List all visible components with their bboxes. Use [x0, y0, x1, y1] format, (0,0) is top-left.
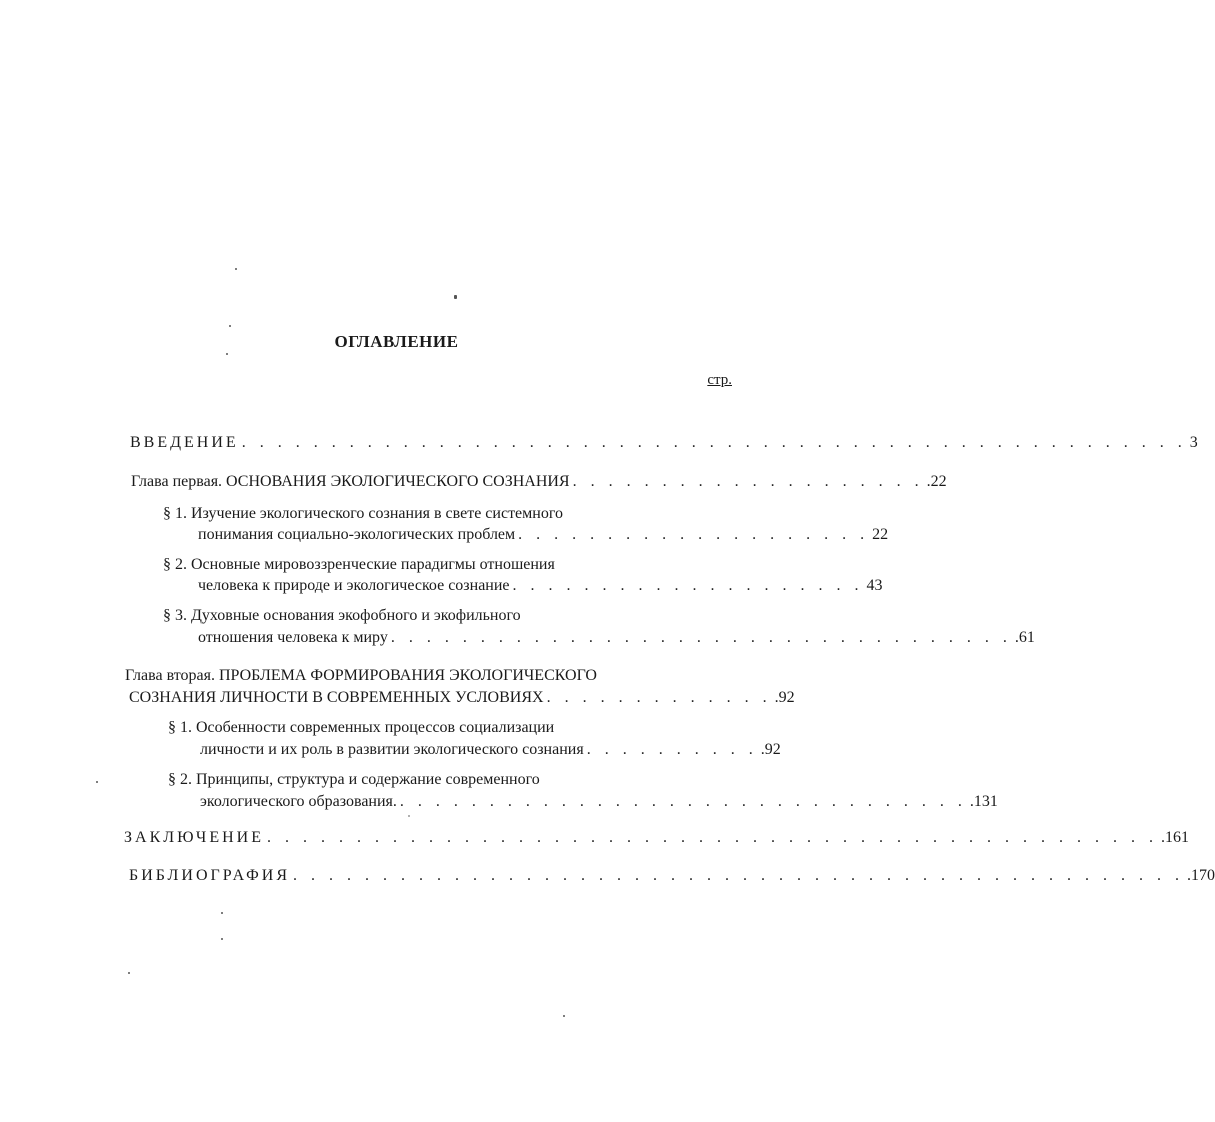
toc-page-number: .92: [774, 689, 795, 706]
pages-column-label: стр.: [707, 372, 732, 388]
toc-section-1-3: [198, 628, 1035, 648]
toc-entry-label: ВВЕДЕНИЕ: [130, 434, 239, 451]
toc-entry-chapter-2: [129, 688, 795, 708]
toc-leader-dots: . . . . . . . . . . . . . . . . . . . .: [572, 473, 924, 490]
toc-leader-dots: . . . . . . . . . .: [586, 741, 758, 758]
scan-speck: [229, 325, 231, 327]
toc-leader-dots: . . . . . . . . . . . . . . . . . . . .: [518, 526, 870, 543]
scan-speck: [454, 295, 457, 299]
toc-section-2-2-line1: § 2. Принципы, структура и содержание современного: [168, 771, 540, 788]
toc-entry-label: отношения человека к миру: [198, 629, 388, 646]
scan-speck: [128, 972, 130, 974]
scan-speck: [226, 353, 228, 355]
toc-leader-dots: . . . . . . . . . . . . . . . . . . . . . . . . . . . . . . . .: [399, 793, 967, 810]
toc-leader-dots: . . . . . . . . . . . . . . . . . . . . . . . . . . . . . . . . . . . . . . . . . . . . . . . . . .: [293, 867, 1185, 884]
toc-leader-dots: . . . . . . . . . . . . . . . . . . . . . . . . . . . . . . . . . . . . . . . . . . . . . . . . . . . . .: [241, 434, 1187, 451]
toc-entry-label: СОЗНАНИЯ ЛИЧНОСТИ В СОВРЕМЕННЫХ УСЛОВИЯХ: [129, 689, 544, 706]
toc-leader-dots: . . . . . . . . . . . . . . . . . . . . . . . . . . . . . . . . . . .: [390, 629, 1012, 646]
toc-page-number: .131: [969, 793, 998, 810]
toc-leader-dots: . . . . . . . . . . . . . . . . . . . . . . . . . . . . . . . . . . . . . . . . . . . . . . . . . .: [266, 829, 1158, 846]
toc-section-1-3-line1: § 3. Духовные основания экофобного и экофильного: [163, 607, 521, 624]
toc-entry-label: БИБЛИОГРАФИЯ: [129, 867, 291, 884]
scan-speck: [96, 781, 98, 783]
toc-entry-conclusion: [124, 828, 1189, 848]
toc-entry-label: Глава первая. ОСНОВАНИЯ ЭКОЛОГИЧЕСКОГО СОЗНАНИЯ: [131, 473, 570, 490]
toc-section-2-2: [200, 792, 998, 812]
toc-page-number: .161: [1160, 829, 1189, 846]
toc-section-1-2-line1: § 2. Основные мировоззренческие парадигмы отношения: [163, 556, 555, 573]
scan-speck: [221, 938, 223, 940]
scan-speck: [563, 1015, 565, 1017]
scan-speck: [235, 268, 237, 270]
toc-entry-label: понимания социально-экологических проблем: [198, 526, 516, 543]
toc-leader-dots: . . . . . . . . . . . . . . . . . . . .: [512, 577, 864, 594]
toc-page-number: 43: [866, 577, 883, 594]
toc-entry-chapter-2-line1: Глава вторая. ПРОБЛЕМА ФОРМИРОВАНИЯ ЭКОЛОГИЧЕСКОГО: [125, 667, 597, 684]
toc-section-2-1-line1: § 1. Особенности современных процессов социализации: [168, 719, 555, 736]
toc-leader-dots: . . . . . . . . . . . . .: [546, 689, 772, 706]
toc-section-1-2: [198, 576, 883, 596]
toc-entry-bibliography: [129, 866, 1215, 886]
scan-speck: [408, 815, 410, 817]
toc-page-number: 22: [872, 526, 889, 543]
toc-page-number: .170: [1187, 867, 1215, 884]
toc-entry-intro: [130, 433, 1198, 453]
scan-speck: [221, 912, 223, 914]
toc-section-1-1: [198, 525, 889, 545]
toc-entry-label: человека к природе и экологическое сознание: [198, 577, 510, 594]
toc-entry-label: ЗАКЛЮЧЕНИЕ: [124, 829, 264, 846]
toc-entry-chapter-1: [131, 472, 947, 492]
toc-entry-label: личности и их роль в развитии экологического сознания: [200, 741, 584, 758]
toc-page-number: .22: [926, 473, 947, 490]
toc-entry-label: экологического образования.: [200, 793, 397, 810]
toc-section-1-1-line1: § 1. Изучение экологического сознания в свете системного: [163, 505, 564, 522]
page-title: ОГЛАВЛЕНИЕ: [334, 332, 459, 351]
toc-section-2-1: [200, 740, 781, 760]
toc-page-number: 3: [1189, 434, 1198, 451]
toc-page-number: .61: [1014, 629, 1035, 646]
toc-page-number: .92: [760, 741, 781, 758]
